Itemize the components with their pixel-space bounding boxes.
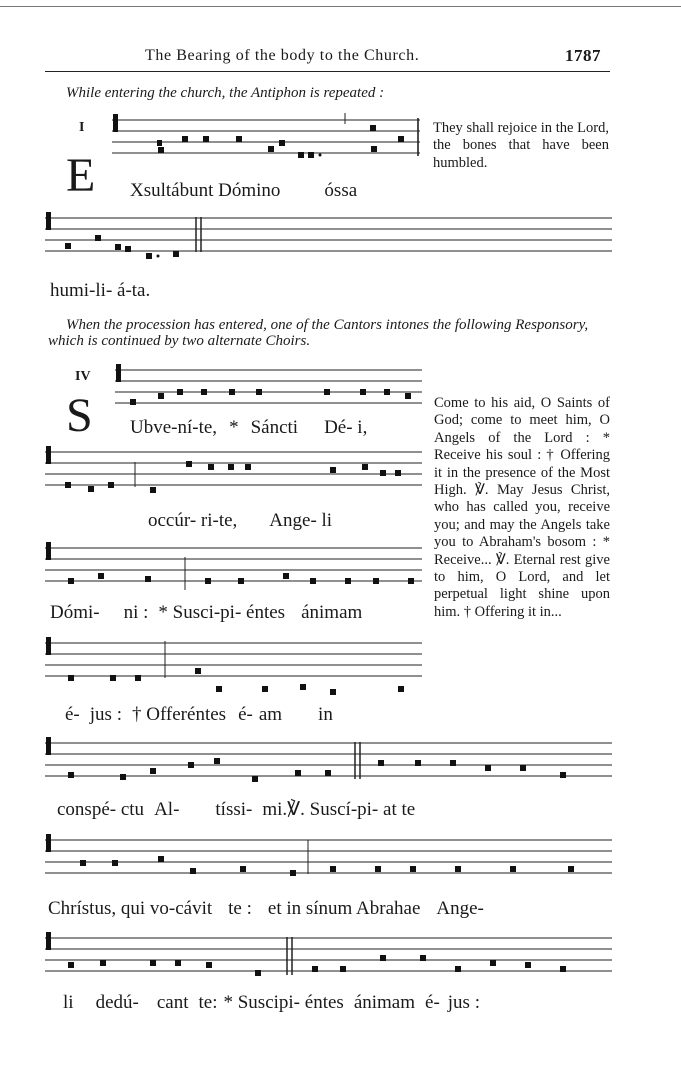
lyric-segment: ánimam [353,992,416,1013]
lyric-segment: te: [198,992,218,1013]
lyric-segment: occúr- ri-te, [148,510,238,531]
lyric-segment: cant [156,992,189,1013]
antiphon-mode-number: I [79,120,85,135]
responsory-lyric-line-4 [65,704,333,726]
page-number: 1787 [565,46,601,65]
responsory-lyric-line-3 [50,602,362,624]
responsory-rubric: When the procession has entered, one of the Cantors intones the following Responsory, which is continued by two alternate Choirs. [48,317,589,349]
responsory-lyric-line-5 [57,798,415,821]
lyric-segment: in [318,704,333,725]
lyric-segment: * Suscipi- éntes [223,992,344,1013]
lyric-segment: ni : [123,602,149,623]
lyric-segment: jus : [89,704,122,725]
lyric-segment: Sáncti [250,417,299,438]
responsory-initial: S [66,389,93,442]
lyric-segment: óssa [324,180,358,201]
lyric-segment: Ubve-ní-te, [130,417,218,438]
lyric-segment: Xsultábunt Dómino [130,180,281,201]
lyric-segment: te : [228,898,252,919]
antiphon-rubric: While entering the church, the Antiphon is repeated : [66,85,385,101]
lyric-segment: * [229,417,239,438]
lyric-segment: tíssi- [215,799,253,820]
lyric-segment: conspé- ctu [57,799,145,820]
responsory-lyric-line-2 [148,510,332,532]
lyric-segment: Ange- [436,898,484,919]
lyric-segment: ℣. Suscí-pi- at te [287,799,416,820]
lyric-segment: é- [238,704,253,725]
lyric-segment: am [258,704,283,725]
lyric-segment: * Susci-pi- éntes [158,602,286,623]
lyric-segment: ánimam [301,602,363,623]
lyric-segment: Dé- i, [324,417,368,438]
responsory-translation: Come to his aid, O Saints of God; come to meet him, O Angels of the Lord : * Receive his soul : † Offering it in the presence of the Most High. ℣. May Jesus Christ, who has called you, receive you; and may the Angels take you to Abraham's bosom : * Receive... ℣. Eternal rest give to him, O Lord, and let perpetual light shine upon him. † Offering it in... [434,395,610,620]
lyric-segment: Dómi- [50,602,100,623]
responsory-lyric-line-6 [48,898,484,920]
lyric-segment: dedú- [95,992,139,1013]
lyric-segment: mi. [262,799,288,820]
lyric-segment: jus : [447,992,480,1013]
antiphon-translation: They shall rejoice in the Lord, the bones that have been humbled. [433,120,609,171]
lyric-segment: † Offeréntes [131,704,227,725]
lyric-segment: Chrístus, qui vo-cávit [48,898,213,919]
lyric-segment: é- [425,992,440,1013]
lyric-segment: et in sínum Abrahae [267,898,421,919]
lyric-segment: é- [65,704,80,725]
lyric-segment: humi-li- á-ta. [50,280,151,301]
running-title: The Bearing of the body to the Church. [145,47,420,64]
lyric-segment: Al- [154,799,180,820]
responsory-lyric-line-7 [63,992,480,1014]
responsory-mode-number: IV [75,369,91,384]
responsory-lyric-line-1 [130,417,367,439]
lyric-segment: Ange- li [269,510,333,531]
lyric-segment: li [63,992,74,1013]
antiphon-initial: E [66,149,96,202]
